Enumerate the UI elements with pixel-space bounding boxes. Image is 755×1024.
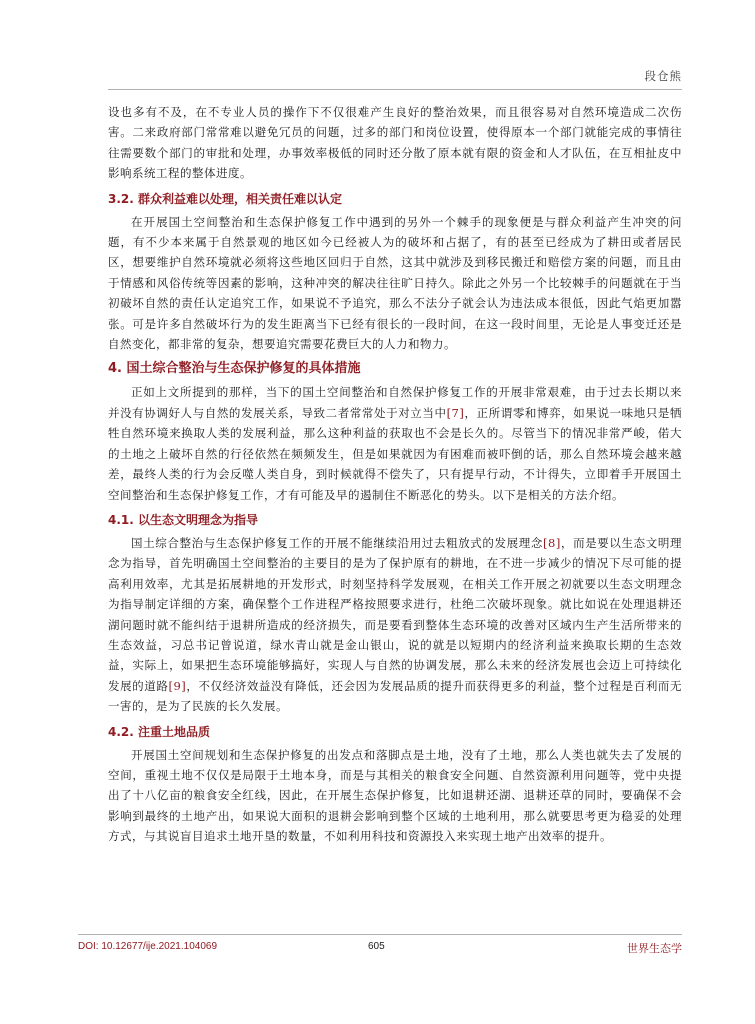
citation-link-8[interactable]: [8] (543, 535, 561, 550)
article-body (108, 102, 682, 850)
text-segment: 国土综合整治与生态保护修复工作的开展不能继续沿用过去粗放式的发展理念 (131, 535, 544, 550)
text-segment: 正如上文所提到的那样，当下的国土空间整治和自然保护修复工作的开展非常艰难，由于过去长期以来并没有协调好人与自然的发展关系，导致二者常常处于对立当中 (108, 385, 682, 420)
text-segment: ，不仅经济效益没有降低，还会因为发展品质的提升而获得更多的利益，整个过程是百利而无一害的，是为了民族的长久发展。 (108, 678, 683, 714)
citation-link-9[interactable]: [9] (168, 678, 187, 693)
text-segment: ，正所谓零和博弈，如果说一味地只是牺牲自然环境来换取人类的发展利益，那么这种利益的获取也不会是长久的。尽管当下的情况非常严峻，偌大的土地之上破坏自然的行径依然在频频发生，但是如果就因为有困难而被吓倒的话，那么自然环境会越来越差，最终人类的行为会反噬人类自身，到时候就得不偿失了，只有提早行动，不计得失，立即着手开展国土空间整治和生态保护修复工作，才有可能及早的遏制住不断恶化的势头。以下是相关的方法介绍。 (108, 405, 683, 502)
text-segment: ，而是要以生态文明理念为指导，首先明确国土空间整治的主要目的是为了保护原有的耕地，在不进一步减少的情况下尽可能的提高利用效率，尤其是拓展耕地的开发形式，时刻坚持科学发展观，在相关工作开展之初就要以生态文明理念为指导制定详细的方案，确保整个工作进程严格按照要求进行，杜绝二次破坏现象。就比如说在处理退耕还湖问题时就不能纠结于退耕所造成的经济损失，而是要看到整体生态环境的改善对区域内生产生活所带来的生态效益，习总书记曾说道，绿水青山就是金山银山，说的就是以短期内的经济利益来换取长期的生态效益，实际上，如果把生态环境能够搞好，实现人与自然的协调发展，那么未来的经济发展也会迈上可持续化发展的道路 (108, 535, 683, 693)
paragraph-measures-intro (108, 382, 682, 504)
section-heading-4-2: 4.2. 注重土地品质 (108, 724, 210, 739)
citation-link-7[interactable]: [7] (446, 405, 465, 420)
section-heading-3-2: 3.2. 群众利益难以处理，相关责任难以认定 (108, 191, 342, 206)
footer-rule (78, 934, 682, 935)
page-footer (78, 934, 682, 954)
paragraph-land-quality: 开展国土空间规划和生态保护修复的出发点和落脚点是土地，没有了土地，那么人类也就失去了发展的空间，重视土地不仅仅是局限于土地本身，而是与其相关的粮食安全问题、自然资源利用问题等，党中央提出了十八亿亩的粮食安全红线，因此，在开展生态保护修复，比如退耕还湖、退耕还草的同时，要确保不会影响到最终的土地产出，如果说大面积的退耕会影响到整个区域的土地利用，那么就要思考更为稳妥的处理方式，与其说盲目追求土地开垦的数量，不如利用科技和资源投入来实现土地产出效率的提升。 (108, 747, 682, 844)
page-header (108, 66, 682, 88)
section-heading-4-1: 4.1. 以生态文明理念为指导 (108, 512, 258, 527)
header-rule (108, 89, 682, 90)
running-head-author: 段仓熊 (644, 69, 682, 83)
paragraph-public-interest: 在开展国土空间整治和生态保护修复工作中遇到的另外一个棘手的现象便是与群众利益产生冲突的问题，有不少本来属于自然景观的地区如今已经被人为的破坏和占据了，有的甚至已经成为了耕田或者居民区，想要维护自然环境就必须将这些地区回归于自然，这其中就涉及到移民搬迁和赔偿方案的问题，而且由于情感和风俗传统等因素的影响，这种冲突的解决往往旷日持久。除此之外另一个比较棘手的问题就在于当初破坏自然的责任认定追究工作，如果说不予追究，那么不法分子就会认为违法成本很低，因此气焰更加嚣张。可是许多自然破坏行为的发生距离当下已经有很长的一段时间，在这一段时间里，无论是人事变迁还是自然变化，都非常的复杂，想要追究需要花费巨大的人力和物力。 (108, 214, 682, 352)
journal-name: 世界生态学 (627, 942, 682, 955)
doi-link[interactable]: DOI: 10.12677/ije.2021.104069 (78, 941, 217, 952)
paragraph-continued: 设也多有不及，在不专业人员的操作下不仅很难产生良好的整治效果，而且很容易对自然环境造成二次伤害。二来政府部门常常难以避免冗员的问题，过多的部门和岗位设置，使得原本一个部门就能完成的事情往往需要数个部门的审批和处理，办事效率极低的同时还分散了原本就有限的资金和人才队伍，在互相扯皮中影响系统工程的整体进度。 (108, 105, 682, 181)
page-number: 605 (368, 941, 385, 952)
paragraph-eco-civilization (108, 533, 682, 717)
section-heading-4: 4. 国土综合整治与生态保护修复的具体措施 (108, 361, 361, 377)
